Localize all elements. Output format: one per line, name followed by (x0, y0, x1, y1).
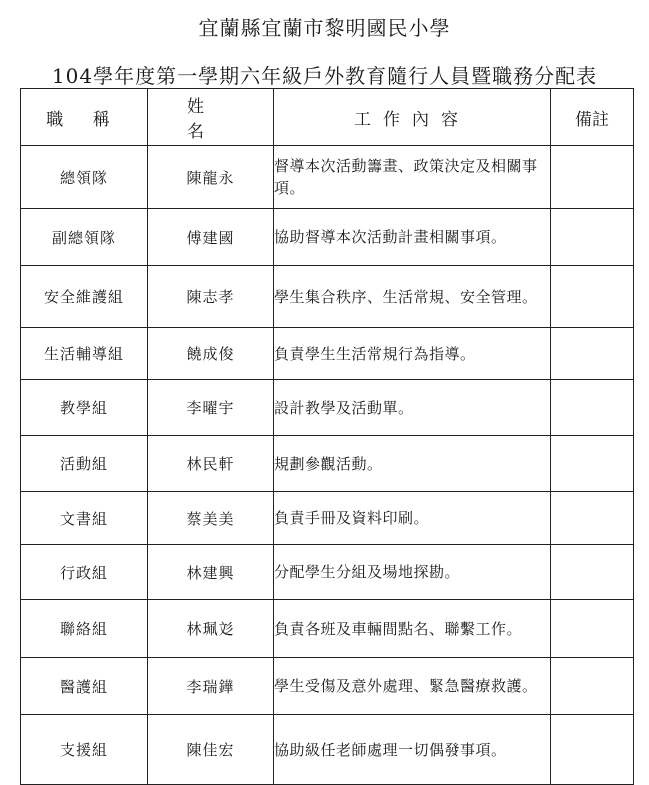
column-header-name: 姓 名 (148, 89, 274, 146)
role-cell: 文書組 (21, 492, 148, 545)
duty-cell: 學生受傷及意外處理、緊急醫療救護。 (274, 658, 551, 715)
table-row (21, 328, 634, 380)
name-cell: 蔡美美 (148, 492, 274, 545)
name-cell: 李瑞鏵 (148, 658, 274, 715)
note-cell (551, 209, 634, 266)
duty-cell: 協助督導本次活動計畫相關事項。 (274, 209, 551, 266)
table-row (21, 380, 634, 436)
note-cell (551, 600, 634, 658)
duty-cell: 設計教學及活動單。 (274, 380, 551, 436)
note-cell (551, 328, 634, 380)
table-row (21, 146, 634, 209)
note-cell (551, 380, 634, 436)
role-cell: 活動組 (21, 436, 148, 492)
duty-cell: 學生集合秩序、生活常規、安全管理。 (274, 266, 551, 328)
role-cell: 總領隊 (21, 146, 148, 209)
role-cell: 行政組 (21, 545, 148, 600)
note-cell (551, 146, 634, 209)
staff-duty-table (20, 88, 634, 785)
duty-cell: 負責學生生活常規行為指導。 (274, 328, 551, 380)
table-header-row (21, 89, 634, 146)
table-row (21, 209, 634, 266)
table-row (21, 715, 634, 785)
table-row (21, 436, 634, 492)
name-cell: 李曜宇 (148, 380, 274, 436)
role-cell: 生活輔導組 (21, 328, 148, 380)
name-cell: 林民軒 (148, 436, 274, 492)
name-cell: 陳龍永 (148, 146, 274, 209)
name-cell: 饒成俊 (148, 328, 274, 380)
name-cell: 林建興 (148, 545, 274, 600)
role-cell: 安全維護組 (21, 266, 148, 328)
column-header-role: 職 稱 (21, 89, 148, 146)
table-row (21, 492, 634, 545)
note-cell (551, 658, 634, 715)
school-name: 宜蘭縣宜蘭市黎明國民小學 (198, 16, 451, 40)
note-cell (551, 492, 634, 545)
role-cell: 支援組 (21, 715, 148, 785)
duty-cell: 負責手冊及資料印刷。 (274, 492, 551, 545)
role-cell: 副總領隊 (21, 209, 148, 266)
duty-cell: 協助級任老師處理一切偶發事項。 (274, 715, 551, 785)
column-header-duty: 工作內容 (274, 89, 551, 146)
name-cell: 傅建國 (148, 209, 274, 266)
document-title: 104學年度第一學期六年級戶外教育隨行人員暨職務分配表 (51, 64, 598, 88)
table-row (21, 658, 634, 715)
name-cell: 林珮彣 (148, 600, 274, 658)
duty-cell: 負責各班及車輛間點名、聯繫工作。 (274, 600, 551, 658)
role-cell: 醫護組 (21, 658, 148, 715)
note-cell (551, 266, 634, 328)
column-header-note: 備註 (551, 89, 634, 146)
name-cell: 陳志孝 (148, 266, 274, 328)
duty-cell: 督導本次活動籌畫、政策決定及相關事項。 (274, 146, 551, 209)
table-row (21, 545, 634, 600)
role-cell: 教學組 (21, 380, 148, 436)
duty-cell: 分配學生分組及場地探勘。 (274, 545, 551, 600)
table-row (21, 600, 634, 658)
note-cell (551, 715, 634, 785)
role-cell: 聯絡組 (21, 600, 148, 658)
name-cell: 陳佳宏 (148, 715, 274, 785)
note-cell (551, 545, 634, 600)
duty-cell: 規劃參觀活動。 (274, 436, 551, 492)
note-cell (551, 436, 634, 492)
table-row (21, 266, 634, 328)
